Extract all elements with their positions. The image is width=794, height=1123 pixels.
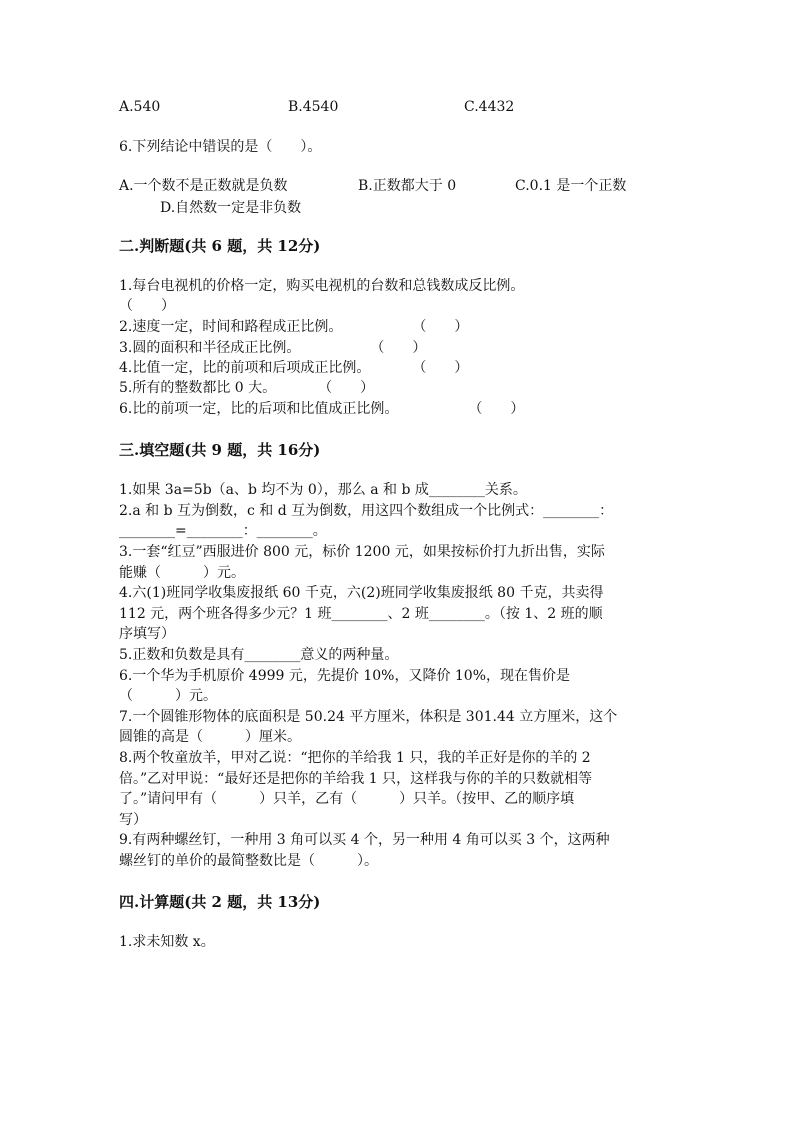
fill-line: 倍。”乙对甲说：“最好还是把你的羊给我 1 只，这样我与你的羊的只数就相等 [119,771,593,787]
section-3-title: 三.填空题(共 9 题，共 16分) [119,441,321,459]
fill-line: 2.a 和 b 互为倒数，c 和 d 互为倒数，用这四个数组成一个比例式：________： [119,503,614,519]
judge-item-6: 6.比的前项一定，比的后项和比值成正比例。 （ ） [119,401,525,417]
fill-line: 7.一个圆锥形物体的底面积是 50.24 平方厘米，体积是 301.44 立方厘米，这个 [119,709,618,725]
judge-item-1: 1.每台电视机的价格一定，购买电视机的台数和总钱数成反比例。 [119,278,525,294]
judge-item-2: 2.速度一定，时间和路程成正比例。 （ ） [119,319,469,335]
fill-line: 1.如果 3a=5b（a、b 均不为 0），那么 a 和 b 成________关系。 [119,482,527,498]
calc-item-1: 1.求未知数 x。 [119,934,215,950]
fill-line: 6.一个华为手机原价 4999 元，先提价 10%，又降价 10%，现在售价是 [119,668,571,684]
fill-line: 8.两个牧童放羊，甲对乙说：“把你的羊给我 1 只，我的羊正好是你的羊的 2 [119,750,591,766]
fill-line: 5.正数和负数是具有________意义的两种量。 [119,647,399,663]
q5-option-c: C.4432 [464,99,515,115]
section-2-title: 二.判断题(共 6 题，共 12分) [119,237,321,255]
fill-line: 能赚（ ）元。 [119,565,245,581]
judge-item-5: 5.所有的整数都比 0 大。 （ ） [119,380,375,396]
fill-line: 112 元，两个班各得多少元？1 班________、2 班________。（按 1、2 班的顺 [119,606,603,622]
q6-option-b: B.正数都大于 0 [358,178,457,194]
section-4-title: 四.计算题(共 2 题，共 13分) [119,893,321,911]
judge-item-3: 3.圆的面积和半径成正比例。 （ ） [119,340,427,356]
q6-stem: 6.下列结论中错误的是（ ）。 [119,139,322,155]
q6-option-c: C.0.1 是一个正数 [515,178,627,194]
fill-line: 圆锥的高是（ ）厘米。 [119,729,301,745]
judge-item-4: 4.比值一定，比的前项和后项成正比例。 （ ） [119,360,469,376]
q5-option-b: B.4540 [288,99,339,115]
fill-line: ________=________：________。 [119,523,327,539]
fill-line: 9.有两种螺丝钉，一种用 3 角可以买 4 个，另一种用 4 角可以买 3 个，这两种 [119,832,610,848]
fill-line: 写） [119,812,147,828]
fill-line: 螺丝钉的单价的最简整数比是（ ）。 [119,853,378,869]
fill-line: 了。”请问甲有（ ）只羊，乙有（ ）只羊。（按甲、乙的顺序填 [119,791,575,807]
fill-line: 4.六(1)班同学收集废报纸 60 千克，六(2)班同学收集废报纸 80 千克，共卖得 [119,585,604,601]
q5-option-a: A.540 [119,99,161,115]
q6-option-d: D.自然数一定是非负数 [160,200,302,216]
judge-item-1-blank: （ ） [119,298,175,314]
fill-line: （ ）元。 [119,688,217,704]
q6-option-a: A.一个数不是正数就是负数 [119,178,288,194]
fill-line: 序填写） [119,626,175,642]
fill-line: 3.一套“红豆”西服进价 800 元，标价 1200 元，如果按标价打九折出售，实际 [119,544,605,560]
